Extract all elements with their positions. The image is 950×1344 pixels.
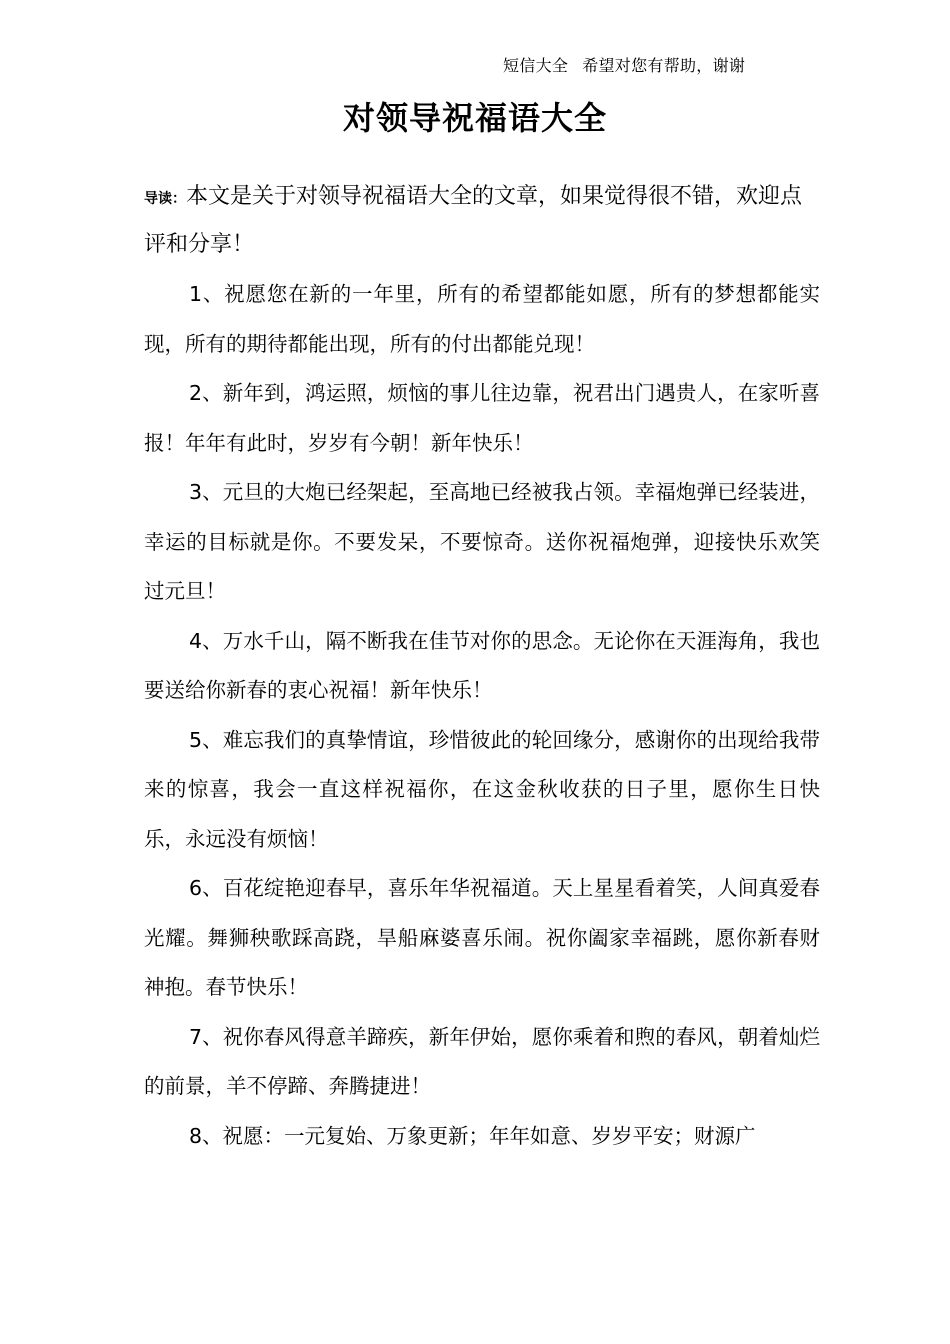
blessing-paragraph-4: 4、万水千山，隔不断我在佳节对你的思念。无论你在天涯海角，我也要送给你新春的衷心祝福！新年快乐！ xyxy=(144,628,820,702)
document-title: 对领导祝福语大全 xyxy=(342,99,607,137)
blessing-paragraph-1: 1、祝愿您在新的一年里，所有的希望都能如愿，所有的梦想都能实现，所有的期待都能出现，所有的付出都能兑现！ xyxy=(144,282,820,356)
blessing-paragraph-5: 5、难忘我们的真挚情谊，珍惜彼此的轮回缘分，感谢你的出现给我带来的惊喜，我会一直这样祝福你，在这金秋收获的日子里，愿你生日快乐，永远没有烦恼！ xyxy=(144,727,820,851)
intro-paragraph xyxy=(144,174,820,268)
document-body xyxy=(144,174,820,1161)
header-thanks: 希望对您有帮助，谢谢 xyxy=(582,56,746,75)
header-source: 短信大全 xyxy=(503,56,569,75)
intro-text: 本文是关于对领导祝福语大全的文章，如果觉得很不错，欢迎点评和分享！ xyxy=(144,184,803,257)
blessing-paragraph-3: 3、元旦的大炮已经架起，至高地已经被我占领。幸福炮弹已经装进，幸运的目标就是你。不要发呆，不要惊奇。送你祝福炮弹，迎接快乐欢笑过元旦！ xyxy=(144,480,820,603)
blessing-paragraph-2: 2、新年到，鸿运照，烦恼的事儿往边靠，祝君出门遇贵人，在家听喜报！年年有此时，岁岁有今朝！新年快乐！ xyxy=(144,381,820,455)
blessing-paragraph-7: 7、祝你春风得意羊蹄疾，新年伊始，愿你乘着和煦的春风，朝着灿烂的前景，羊不停蹄、奔腾捷进！ xyxy=(144,1024,820,1098)
blessing-paragraph-8: 8、祝愿：一元复始、万象更新；年年如意、岁岁平安；财源广 xyxy=(189,1123,756,1148)
intro-label: 导读： xyxy=(144,191,186,207)
blessing-paragraph-6: 6、百花绽艳迎春早，喜乐年华祝福道。天上星星看着笑，人间真爱春光耀。舞狮秧歌踩高跷，旱船麻婆喜乐闹。祝你阖家幸福跳，愿你新春财神抱。春节快乐！ xyxy=(144,876,820,999)
header-note xyxy=(503,54,745,78)
